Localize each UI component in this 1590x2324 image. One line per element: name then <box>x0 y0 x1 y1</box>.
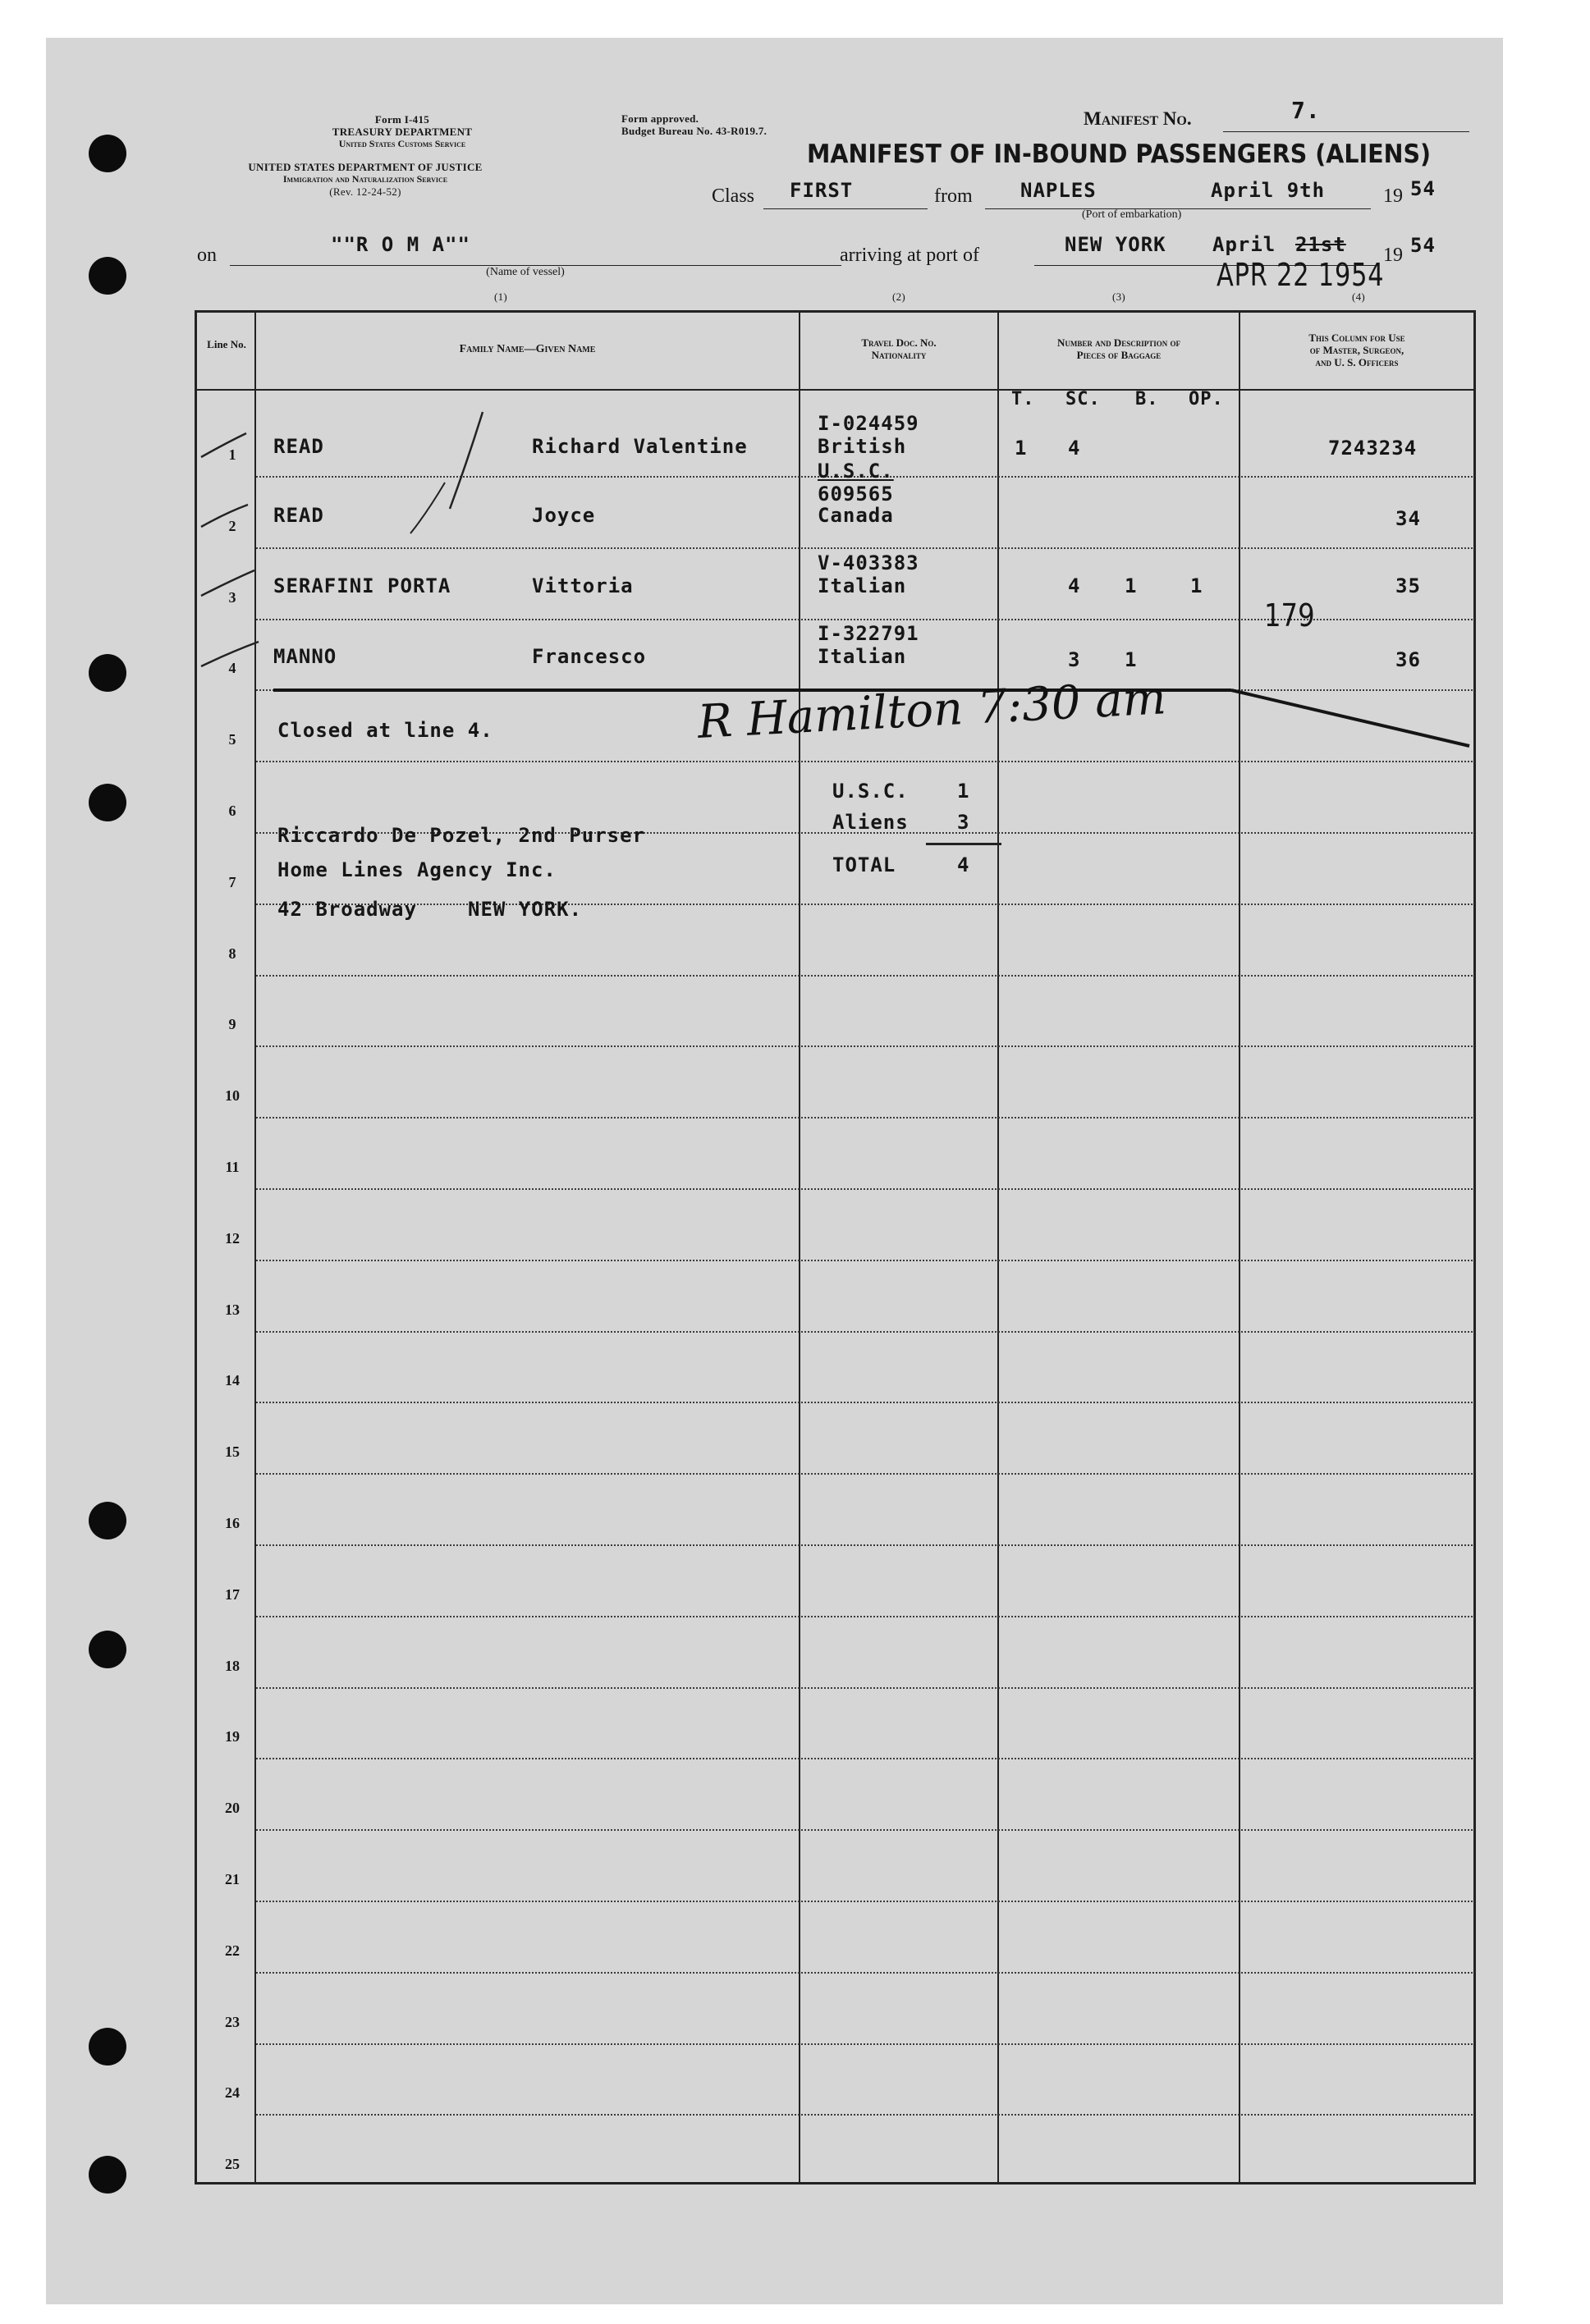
from-label: from <box>934 185 973 207</box>
passenger-3-nationality: Italian <box>818 574 907 597</box>
col-header-officers-3: and U. S. Officers <box>1315 356 1399 368</box>
ins-service: Immigration and Naturalization Service <box>282 173 448 185</box>
line-number: 3 <box>228 588 236 606</box>
passenger-1-nationality: British <box>818 435 907 458</box>
line-number: 1 <box>228 446 236 463</box>
col-number-1: (1) <box>493 290 508 303</box>
line-number: 11 <box>225 1159 240 1175</box>
passenger-3-given: Vittoria <box>532 574 634 597</box>
justice-dept: UNITED STATES DEPARTMENT OF JUSTICE <box>248 161 483 173</box>
passenger-4-doc: I-322791 <box>818 622 919 645</box>
vessel-name: ""R O M A"" <box>331 233 470 256</box>
arrival-port: NEW YORK <box>1065 233 1166 256</box>
officer-signature: R Hamilton 7:30 am <box>696 671 1168 749</box>
passenger-1-bag-t: 1 <box>1015 437 1028 460</box>
line-number: 20 <box>225 1800 240 1817</box>
closed-at-line: Closed at line 4. <box>277 719 493 742</box>
aliens-count-label: Aliens <box>832 811 909 834</box>
vessel-caption: (Name of vessel) <box>486 266 565 278</box>
arrival-date-stamp: APR 22 1954 <box>1217 257 1385 293</box>
budget-bureau-no: Budget Bureau No. 43-R019.7. <box>621 125 768 137</box>
col-header-line-no: Line No. <box>207 338 246 350</box>
passenger-3-family: SERAFINI PORTA <box>273 574 451 597</box>
line-number: 18 <box>225 1657 240 1674</box>
line-number: 12 <box>225 1229 240 1247</box>
manifest-title: MANIFEST OF IN-BOUND PASSENGERS (ALIENS) <box>807 140 1432 169</box>
col-header-nationality: Nationality <box>871 349 927 361</box>
year-1: 54 <box>1410 177 1436 200</box>
line-number: 15 <box>225 1443 240 1461</box>
col-number-2: (2) <box>891 290 906 303</box>
totals-rule <box>926 843 1001 845</box>
line-number: 25 <box>225 2156 240 2173</box>
treasury-dept: TREASURY DEPARTMENT <box>332 126 473 138</box>
passenger-4-bag-b: 1 <box>1125 648 1138 671</box>
embarkation-date: April 9th <box>1211 179 1326 202</box>
bag-header-b: B. <box>1135 389 1159 409</box>
passenger-4-nationality: Italian <box>818 645 907 668</box>
line-number: 21 <box>225 1871 240 1887</box>
purser-name: Riccardo De Pozel, 2nd Purser <box>277 824 646 847</box>
bag-header-t: T. <box>1011 389 1035 409</box>
line-number: 7 <box>228 873 236 890</box>
col-number-3: (3) <box>1111 290 1126 303</box>
line-number: 4 <box>228 660 236 677</box>
line-number: 9 <box>228 1016 236 1033</box>
col-header-baggage-2: Pieces of Baggage <box>1076 349 1162 361</box>
passenger-4-given: Francesco <box>532 645 647 668</box>
passenger-1-doc: I-024459 <box>818 412 919 435</box>
line-number: 6 <box>228 803 236 819</box>
line-number: 14 <box>225 1372 240 1389</box>
agency-city: NEW YORK. <box>468 898 583 921</box>
form-approved: Form approved. <box>621 112 699 125</box>
class-value: FIRST <box>790 179 854 202</box>
passenger-4-officer: 36 <box>1395 648 1421 671</box>
passenger-3-officer: 35 <box>1395 574 1421 597</box>
passenger-1-family: READ <box>273 435 324 458</box>
form-id: Form I-415 <box>374 113 430 126</box>
col-header-officers: This Column for Use <box>1308 332 1405 344</box>
arrival-day-struck: 21st <box>1295 233 1346 256</box>
passenger-2-family: READ <box>273 504 324 527</box>
passenger-2-given: Joyce <box>532 504 596 527</box>
passenger-1-officer: 7243234 <box>1328 437 1418 460</box>
year-prefix-1: 19 <box>1383 185 1403 207</box>
line-number: 22 <box>225 1942 240 1959</box>
form-revision: (Rev. 12-24-52) <box>329 185 401 198</box>
class-label: Class <box>712 185 755 207</box>
manifest-no-value: 7. <box>1291 97 1321 124</box>
line-number: 24 <box>225 2084 240 2102</box>
passenger-1-bag-sc: 4 <box>1068 437 1081 460</box>
line-number: 5 <box>228 731 236 748</box>
passenger-3-doc: V-403383 <box>818 551 919 574</box>
total-count-label: TOTAL <box>832 853 896 876</box>
arrival-month: April <box>1212 233 1276 256</box>
usc-count-value: 1 <box>957 780 970 803</box>
customs-service: United States Customs Service <box>338 138 466 149</box>
col-header-officers-2: of Master, Surgeon, <box>1309 344 1404 356</box>
passenger-4-bag-sc: 3 <box>1068 648 1081 671</box>
year-2: 54 <box>1410 234 1436 257</box>
passenger-3-bag-sc: 4 <box>1068 574 1081 597</box>
passenger-2-doc: 609565 <box>818 483 894 506</box>
line-number: 19 <box>225 1728 240 1745</box>
manifest-no-label: Manifest No. <box>1084 108 1192 129</box>
passenger-4-family: MANNO <box>273 645 337 668</box>
arriving-label: arriving at port of <box>840 245 979 266</box>
stamp-179: 179 <box>1264 597 1315 634</box>
col-header-name: Family Name—Given Name <box>459 343 596 355</box>
on-label: on <box>197 245 217 266</box>
port-embarkation-caption: (Port of embarkation) <box>1082 208 1182 221</box>
passenger-2-doc-prefix: U.S.C. <box>818 460 894 483</box>
passenger-1-given: Richard Valentine <box>532 435 748 458</box>
line-number: 8 <box>228 945 236 962</box>
line-number: 13 <box>225 1301 240 1318</box>
line-number: 10 <box>225 1087 240 1105</box>
col-number-4: (4) <box>1351 290 1366 303</box>
line-number: 23 <box>225 2013 240 2030</box>
aliens-count-value: 3 <box>957 811 970 834</box>
col-header-baggage: Number and Description of <box>1056 336 1181 349</box>
from-value: NAPLES <box>1020 179 1097 202</box>
line-number: 17 <box>225 1585 240 1603</box>
bag-header-sc: SC. <box>1065 389 1101 409</box>
passenger-3-bag-b: 1 <box>1125 574 1138 597</box>
year-prefix-2: 19 <box>1383 245 1403 266</box>
usc-count-label: U.S.C. <box>832 780 909 803</box>
passenger-2-nationality: Canada <box>818 504 894 527</box>
agency-address: 42 Broadway <box>277 898 417 921</box>
bag-header-op: OP. <box>1189 389 1224 409</box>
agency-name: Home Lines Agency Inc. <box>277 858 557 881</box>
line-number: 16 <box>225 1515 240 1531</box>
passenger-3-bag-op: 1 <box>1190 574 1203 597</box>
col-header-travel-doc: Travel Doc. No. <box>861 336 937 349</box>
total-count-value: 4 <box>957 853 970 876</box>
line-number: 2 <box>228 517 236 534</box>
passenger-2-officer: 34 <box>1395 507 1421 530</box>
